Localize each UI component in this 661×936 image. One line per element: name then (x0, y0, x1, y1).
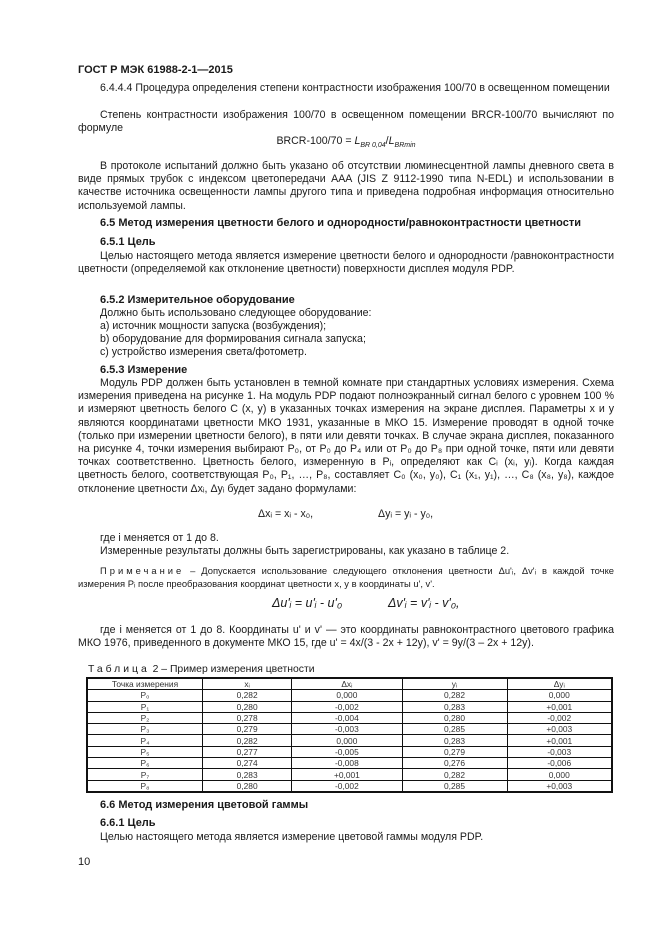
cell-point: P₄ (87, 735, 203, 746)
header-dy: Δyᵢ (507, 678, 612, 690)
header-dx: Δxᵢ (292, 678, 402, 690)
cell-dy: -0,006 (507, 758, 612, 769)
formula-dv: Δv'ᵢ = v'ᵢ - v'₀, (388, 596, 460, 610)
header-y: yᵢ (402, 678, 507, 690)
cell-y: 0,276 (402, 758, 507, 769)
cell-dx: -0,005 (292, 746, 402, 757)
document-header: ГОСТ Р МЭК 61988-2-1—2015 (78, 64, 233, 76)
cell-point: P₈ (87, 780, 203, 792)
cell-point: P₀ (87, 690, 203, 701)
formula-l1: L (354, 135, 361, 147)
cell-dy: 0,000 (507, 769, 612, 780)
cell-y: 0,283 (402, 701, 507, 712)
cell-y: 0,279 (402, 746, 507, 757)
equipment-item-a: a) источник мощности запуска (возбуждения); (100, 320, 327, 332)
formula-dx: Δxᵢ = xᵢ - x₀, (258, 508, 314, 520)
table-row (87, 690, 612, 701)
table-row (87, 724, 612, 735)
heading-6-5-1: 6.5.1 Цель (100, 236, 156, 248)
cell-dx: -0,008 (292, 758, 402, 769)
paragraph-6-5-2: Должно быть использовано следующее оборудование: (100, 307, 372, 319)
paragraph-protocol: В протоколе испытаний должно быть указано об отсутствии люминесцентной лампы дневного света в виде прямых трубок с индексом цветопередачи AAA (JIS Z 9112-1990 типа N-EDL) и использовании в качестве источника освещенности лампы другого типа и приведена подробная информация относительно используемой лампы. (78, 160, 614, 212)
paragraph-recorded: Измеренные результаты должны быть зарегистрированы, как указано в таблице 2. (100, 545, 510, 557)
heading-6-5-3: 6.5.3 Измерение (100, 364, 188, 376)
heading-6-6: 6.6 Метод измерения цветовой гаммы (100, 799, 309, 811)
table-caption (88, 664, 315, 675)
table-row (87, 758, 612, 769)
cell-x: 0,282 (203, 735, 292, 746)
chromaticity-table (86, 677, 613, 793)
paragraph-6-5-1: Целью настоящего метода является измерение цветности белого и однородности /равноконтрастности цветности (определяемой как отклонение цветности) поверхности дисплея модуля PDP. (78, 250, 614, 276)
paragraph-6-4-4-4: 6.4.4.4 Процедура определения степени контрастности изображения 100/70 в освещенном помещении (100, 82, 610, 94)
cell-point: P₅ (87, 746, 203, 757)
table-row (87, 746, 612, 757)
table-caption-label: Таблица (88, 664, 150, 675)
cell-dy: -0,003 (507, 746, 612, 757)
heading-6-5-2: 6.5.2 Измерительное оборудование (100, 294, 295, 306)
cell-x: 0,274 (203, 758, 292, 769)
cell-dy: -0,002 (507, 712, 612, 723)
cell-x: 0,278 (203, 712, 292, 723)
cell-y: 0,285 (402, 724, 507, 735)
table-row (87, 701, 612, 712)
table-header-row (87, 678, 612, 690)
table-caption-text: 2 – Пример измерения цветности (149, 664, 315, 675)
cell-y: 0,285 (402, 780, 507, 792)
cell-x: 0,283 (203, 769, 292, 780)
table-row (87, 735, 612, 746)
cell-y: 0,282 (402, 769, 507, 780)
cell-dx: -0,002 (292, 701, 402, 712)
cell-point: P₂ (87, 712, 203, 723)
heading-6-6-1: 6.6.1 Цель (100, 817, 156, 829)
cell-x: 0,282 (203, 690, 292, 701)
table-row (87, 712, 612, 723)
cell-dy: 0,000 (507, 690, 612, 701)
cell-dy: +0,001 (507, 735, 612, 746)
cell-point: P₁ (87, 701, 203, 712)
paragraph-6-6-1: Целью настоящего метода является измерение цветовой гаммы модуля PDP. (100, 831, 484, 843)
cell-dx: +0,001 (292, 769, 402, 780)
formula-du: Δu'ᵢ = u'ᵢ - u'₀ (272, 596, 343, 610)
heading-6-5: 6.5 Метод измерения цветности белого и однородности/равноконтрастности цветности (100, 217, 581, 229)
paragraph-where-1: где i меняется от 1 до 8. (100, 532, 219, 544)
equipment-item-b: b) оборудование для формирования сигнала запуска; (100, 333, 366, 345)
formula-sub1: BR 0,04 (360, 142, 386, 150)
paragraph-where-2: где i меняется от 1 до 8. Координаты u' и v' — это координаты равноконтрастного цветового графика МКО 1976, приведенного в документе МКО 15, где u' = 4x/(3 - 2x + 12y), v' = 9y/(3 – 2x + 12y). (78, 624, 614, 650)
cell-dx: 0,000 (292, 690, 402, 701)
header-point: Точка измерения (87, 678, 203, 690)
cell-y: 0,282 (402, 690, 507, 701)
equipment-item-c: c) устройство измерения света/фотометр. (100, 346, 307, 358)
cell-dx: -0,003 (292, 724, 402, 735)
table-row (87, 780, 612, 792)
paragraph-brcr: Степень контрастности изображения 100/70 в освещенном помещении BRCR-100/70 вычисляют по формуле (78, 109, 614, 135)
cell-point: P₇ (87, 769, 203, 780)
cell-x: 0,280 (203, 701, 292, 712)
note-label: Примечание (100, 565, 185, 576)
page-number: 10 (78, 856, 91, 868)
header-x: xᵢ (203, 678, 292, 690)
cell-x: 0,277 (203, 746, 292, 757)
cell-x: 0,280 (203, 780, 292, 792)
formula-dy: Δyᵢ = yᵢ - y₀, (378, 508, 434, 520)
formula-sub2: BRmin (394, 142, 416, 150)
cell-dy: +0,003 (507, 724, 612, 735)
formula-brcr (78, 135, 614, 152)
paragraph-6-5-3: Модуль PDP должен быть установлен в темной комнате при стандартных условиях измерения. Схема измерения приведена на рисунке 1. На модуль PDP подают полноэкранный сигнал белого с уровнем 100 % и измеряют цветность белого C (x, y) в указанных точках измерения на экране дисплея. Параметры x и y являются координатами цветности МКО 1931, указанные в МКО 15. Измерение проводят в одной точке (только при измерении цветности белого), в пяти или девяти точках. В случае экрана дисплея, показанного на рисунке 4, точки измерения выбирают P₀, от P₀ до P₄ или от P₀ до P₈ при одной точке, пяти или девяти точках соответственно. Цветность белого, измеренную в Pᵢ, определяют как Cᵢ (xᵢ, yᵢ). Когда каждая цветность белого, соответствующая P₀, P₁, …, P₈, составляет C₀ (x₀, y₀), C₁ (x₁, y₁), …, C₈ (x₈, y₈), каждое отклонение цветности Δxᵢ, Δyᵢ будет задано формулами: (78, 377, 614, 495)
note (78, 564, 614, 590)
formula-l2: L (388, 135, 395, 147)
cell-point: P₃ (87, 724, 203, 735)
cell-dy: +0,003 (507, 780, 612, 792)
table-row (87, 769, 612, 780)
cell-y: 0,280 (402, 712, 507, 723)
cell-x: 0,279 (203, 724, 292, 735)
cell-point: P₆ (87, 758, 203, 769)
cell-dx: -0,002 (292, 780, 402, 792)
cell-y: 0,283 (402, 735, 507, 746)
note-text: – Допускается использование следующего отклонения цветности Δu'ᵢ, Δv'ᵢ в каждой точке измерения Pᵢ после преобразования координат цветности x, y в координаты u', v'. (78, 565, 614, 589)
cell-dx: 0,000 (292, 735, 402, 746)
cell-dy: +0,001 (507, 701, 612, 712)
cell-dx: -0,004 (292, 712, 402, 723)
formula-slash: / (385, 135, 389, 147)
formula-lhs: BRCR-100/70 = (276, 135, 355, 147)
